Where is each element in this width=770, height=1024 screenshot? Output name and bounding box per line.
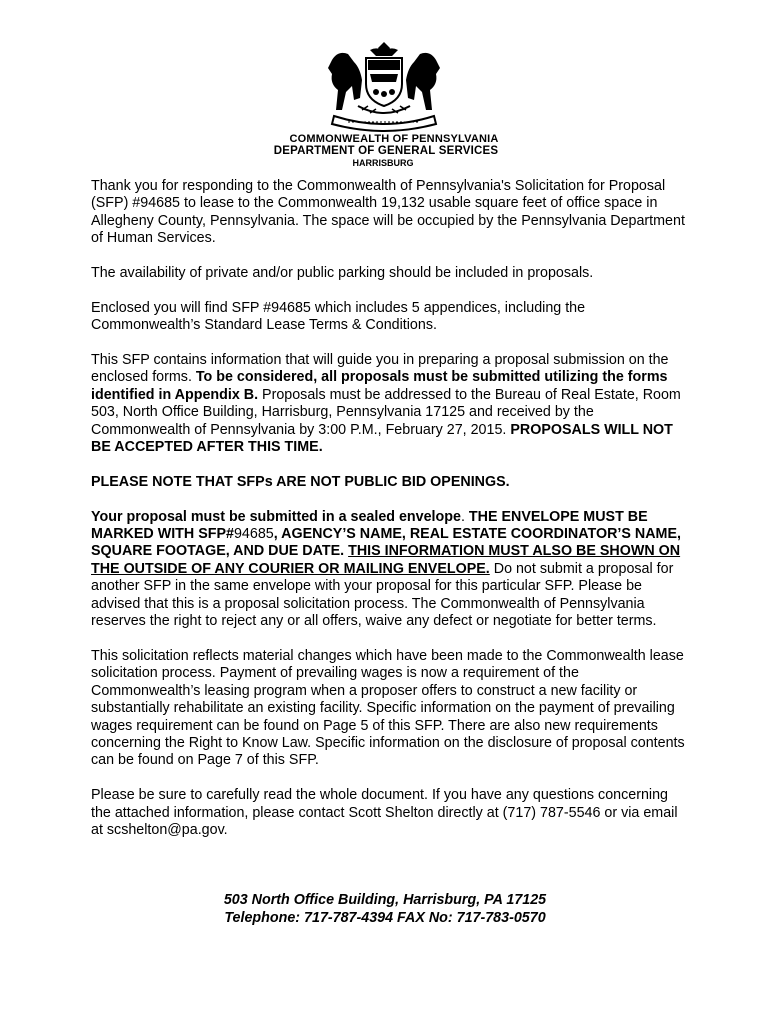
pennsylvania-coat-of-arms-icon <box>318 40 450 132</box>
envelope-fields: , AGENCY’S NAME, REAL ESTATE COORDINATOR’S NAME, SQUARE FOOTAGE, AND DUE DATE. <box>91 526 681 560</box>
paragraph-changes: This solicitation reflects material changes which have been made to the Commonwealth lease solicitation process. Payment of prevailing wages is now a requirement of the Commonwealth’s leasing program when a proposer offers to construct a new facility or substantially rehabilitate an existing facility. Specific information on the payment of prevailing wages requirement can be found on Page 5 of this SFP. There are also new requirements concerning the Right to Know Law. Specific information on the disclosure of proposal contents can be found on Page 7 of this SFP. <box>91 647 685 769</box>
submission-text: This SFP contains information that will guide you in preparing a proposal submission on the enclosed forms. <box>91 352 669 386</box>
paragraph-submission <box>91 352 691 456</box>
envelope-marked: THE ENVELOPE MUST BE MARKED WITH SFP# <box>91 508 648 543</box>
paragraph-enclosure: Enclosed you will find SFP #94685 which includes 5 appendices, including the Commonwealth’s Standard Lease Terms & Conditions. <box>91 299 586 334</box>
paragraph-intro: Thank you for responding to the Commonwealth of Pennsylvania's Solicitation for Proposal (SFP) #94685 to lease to the Commonwealth 19,132 usable square feet of office space in Allegheny County, Pennsylvania. The space will be occupied by the Pennsylvania Department of Human Services. <box>91 178 685 247</box>
envelope-sfp-number: 94685 <box>233 526 274 543</box>
envelope-rules: Do not submit a proposal for another SFP in the same envelope with your proposal for this particular SFP. Please be advised that this is a proposal solicitation process. The Commonwealth of Pennsylvania reserves the right to reject any or all offers, waive any defect or negotiate for better terms. <box>91 560 674 630</box>
paragraph-envelope <box>91 509 691 631</box>
submission-requirement: To be considered, all proposals must be submitted utilizing the forms identified in Appendix B. <box>91 369 668 403</box>
footer-phone-line: Telephone: 717-787-4394 FAX No: 717-783-0570 <box>224 910 546 926</box>
paragraph-parking: The availability of private and/or public parking should be included in proposals. <box>91 265 594 282</box>
letter-body <box>91 178 691 857</box>
footer-address <box>0 891 770 927</box>
letterhead-line-3: HARRISBURG <box>352 158 414 168</box>
footer-address-line: 503 North Office Building, Harrisburg, PA 17125 <box>223 892 547 908</box>
letterhead <box>0 133 770 169</box>
submission-address: Proposals must be addressed to the Bureau of Real Estate, Room 503, North Office Building, Harrisburg, Pennsylvania 17125 and received by the Commonwealth of Pennsylvania by 3:00 P.M., February 27, 2015. <box>91 386 681 438</box>
envelope-courier: THIS INFORMATION MUST ALSO BE SHOWN ON THE OUTSIDE OF ANY COURIER OR MAILING ENVELOPE. <box>91 543 681 577</box>
letterhead-line-1: COMMONWEALTH OF PENNSYLVANIA <box>289 133 499 145</box>
paragraph-bid-note: PLEASE NOTE THAT SFPs ARE NOT PUBLIC BID OPENINGS. <box>91 473 510 490</box>
envelope-sealed: Your proposal must be submitted in a sealed envelope <box>91 508 461 525</box>
submission-deadline-warning: PROPOSALS WILL NOT BE ACCEPTED AFTER THIS TIME. <box>91 421 673 456</box>
letterhead-line-2: DEPARTMENT OF GENERAL SERVICES <box>273 145 499 157</box>
paragraph-contact: Please be sure to carefully read the whole document. If you have any questions concerning the attached information, please contact Scott Shelton directly at (717) 787-5546 or via email at scshelton@pa.gov. <box>91 787 678 838</box>
envelope-punct: . <box>460 508 469 525</box>
